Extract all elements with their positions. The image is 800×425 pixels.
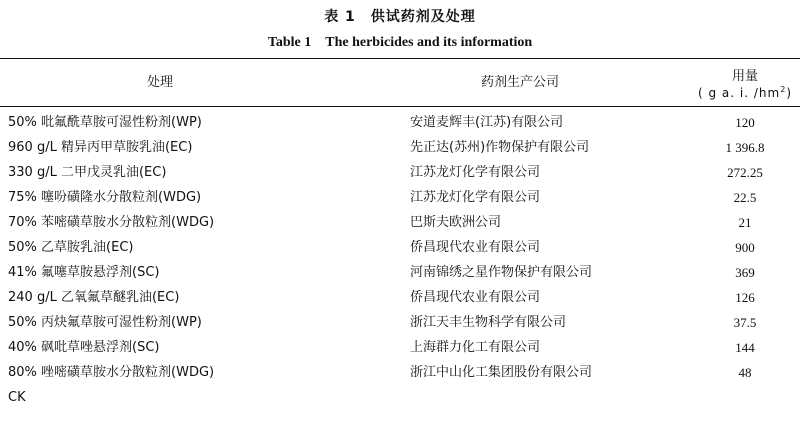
cell-treatment: 41% 氟噻草胺悬浮剂(SC) <box>8 265 160 280</box>
table-row <box>0 260 800 285</box>
header-dose-unit <box>690 85 800 100</box>
table-row <box>0 335 800 360</box>
cell-dose: 272.25 <box>727 165 763 180</box>
cell-treatment: 75% 噻吩磺隆水分散粒剂(WDG) <box>8 190 202 205</box>
table-row <box>0 235 800 260</box>
dose-unit-sup: 2 <box>780 85 787 94</box>
table-row <box>0 310 800 335</box>
cell-dose: 369 <box>735 265 755 280</box>
dose-unit-prefix: ( g a. i. /hm <box>698 86 781 100</box>
cell-treatment: 70% 苯嘧磺草胺水分散粒剂(WDG) <box>8 215 215 230</box>
header-rule <box>0 106 800 107</box>
cell-company: 巴斯夫欧洲公司 <box>410 215 502 230</box>
header-company: 药剂生产公司 <box>480 75 559 90</box>
top-rule <box>0 58 800 59</box>
table-row <box>0 210 800 235</box>
cell-company: 江苏龙灯化学有限公司 <box>410 165 541 180</box>
cell-dose: 120 <box>735 115 755 130</box>
table-row <box>0 385 800 410</box>
header-treatment: 处理 <box>146 75 173 90</box>
cell-company: 上海群力化工有限公司 <box>410 340 541 355</box>
cell-treatment: 240 g/L 乙氧氟草醚乳油(EC) <box>8 290 180 305</box>
cell-treatment: 40% 砜吡草唑悬浮剂(SC) <box>8 340 160 355</box>
header-dose <box>690 60 800 106</box>
cell-treatment: CK <box>8 390 26 405</box>
cell-company: 浙江天丰生物科学有限公司 <box>410 315 567 330</box>
dose-unit-suffix: ) <box>786 86 792 100</box>
cell-company: 浙江中山化工集团股份有限公司 <box>410 365 593 380</box>
table-row <box>0 285 800 310</box>
cell-treatment: 960 g/L 精异丙甲草胺乳油(EC) <box>8 140 193 155</box>
cell-dose: 37.5 <box>733 315 757 330</box>
table-row <box>0 110 800 135</box>
table-row <box>0 185 800 210</box>
cell-treatment: 80% 唑嘧磺草胺水分散粒剂(WDG) <box>8 365 215 380</box>
table-row <box>0 160 800 185</box>
cell-dose: 48 <box>738 365 752 380</box>
cell-company: 安道麦辉丰(江苏)有限公司 <box>410 115 564 130</box>
table-caption-en: Table 1 The herbicides and its information <box>267 35 533 50</box>
cell-dose: 1 396.8 <box>725 140 765 155</box>
cell-dose: 900 <box>735 240 755 255</box>
table-row <box>0 360 800 385</box>
cell-company: 侨昌现代农业有限公司 <box>410 290 541 305</box>
cell-treatment: 50% 吡氟酰草胺可湿性粉剂(WP) <box>8 115 202 130</box>
table-row <box>0 135 800 160</box>
cell-dose: 144 <box>735 340 755 355</box>
cell-treatment: 50% 丙炔氟草胺可湿性粉剂(WP) <box>8 315 202 330</box>
cell-company: 侨昌现代农业有限公司 <box>410 240 541 255</box>
cell-treatment: 330 g/L 二甲戊灵乳油(EC) <box>8 165 167 180</box>
cell-dose: 21 <box>738 215 752 230</box>
table-caption-cn: 表 1 供试药剂及处理 <box>324 9 476 25</box>
cell-company: 先正达(苏州)作物保护有限公司 <box>410 140 590 155</box>
cell-dose: 22.5 <box>733 190 757 205</box>
cell-dose: 126 <box>735 290 755 305</box>
cell-treatment: 50% 乙草胺乳油(EC) <box>8 240 134 255</box>
header-dose-title: 用量 <box>731 69 758 84</box>
cell-company: 江苏龙灯化学有限公司 <box>410 190 541 205</box>
cell-company: 河南锦绣之星作物保护有限公司 <box>410 265 593 280</box>
table-body <box>0 110 800 410</box>
